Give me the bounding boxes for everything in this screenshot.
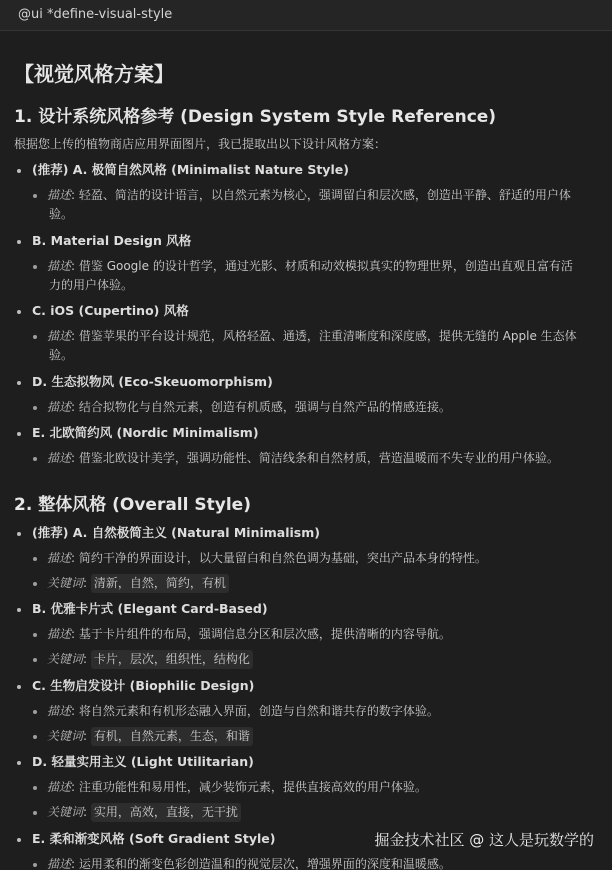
list-item bbox=[14, 160, 612, 224]
desc-label: 描述 bbox=[47, 627, 72, 641]
bullet-icon bbox=[17, 608, 21, 612]
desc-label: 描述 bbox=[47, 400, 72, 414]
desc-text: : 结合拟物化与自然元素，创造有机质感，强调与自然产品的情感连接。 bbox=[71, 400, 451, 414]
desc-label: 描述 bbox=[47, 780, 72, 794]
bullet-icon bbox=[33, 406, 37, 410]
list-item: (推荐) A. 自然极简主义 (Natural Minimalism) 描述: 简约干净的界面设计，以大量留白和自然色调为基础，突出产品本身的特性。 关键词: 清新，自然，简约，有机 bbox=[14, 523, 612, 593]
section1-intro: 根据您上传的植物商店应用界面图片，我已提取出以下设计风格方案： bbox=[14, 137, 387, 151]
keywords-label: 关键词 bbox=[47, 729, 84, 743]
desc-text: : 借鉴 Google 的设计哲学，通过光影、材质和动效模拟真实的物理世界，创造出直观且富有活 bbox=[71, 259, 573, 273]
keywords-label: 关键词 bbox=[47, 805, 84, 819]
bullet-icon bbox=[33, 786, 37, 790]
desc-label: 描述 bbox=[47, 188, 72, 202]
keywords-code: 清新，自然，简约，有机 bbox=[91, 574, 229, 593]
list-item: D. 轻量实用主义 (Light Utilitarian) 描述: 注重功能性和易用性，减少装饰元素，提供直接高效的用户体验。 关键词: 实用，高效，直接，无干扰 bbox=[14, 752, 612, 822]
command-text[interactable]: @ui *define-visual-style bbox=[18, 7, 173, 22]
list-item bbox=[14, 231, 612, 295]
desc-text: : 将自然元素和有机形态融入界面，创造与自然和谐共存的数字体验。 bbox=[71, 704, 439, 718]
item-title: D. 生态拟物风 (Eco-Skeuomorphism) bbox=[32, 374, 273, 389]
bullet-icon bbox=[33, 582, 37, 586]
bullet-icon bbox=[17, 532, 21, 536]
bullet-icon bbox=[33, 658, 37, 662]
desc-label: 描述 bbox=[47, 857, 72, 870]
keywords-code: 有机，自然元素，生态，和谐 bbox=[91, 727, 253, 746]
item-title: B. 优雅卡片式 (Elegant Card-Based) bbox=[32, 601, 268, 616]
item-title: C. iOS (Cupertino) 风格 bbox=[32, 303, 189, 318]
desc-text-wrap: 验。 bbox=[49, 207, 74, 221]
bullet-icon bbox=[17, 310, 21, 314]
desc-text: : 借鉴苹果的平台设计规范，风格轻盈、通透，注重清晰度和深度感，提供无缝的 Apple 生态体 bbox=[71, 329, 577, 343]
desc-label: 描述 bbox=[47, 259, 72, 273]
desc-label: 描述 bbox=[47, 451, 72, 465]
section2-heading: 2. 整体风格 (Overall Style) bbox=[14, 495, 251, 515]
desc-text: : 简约干净的界面设计，以大量留白和自然色调为基础，突出产品本身的特性。 bbox=[71, 551, 487, 565]
keywords-label: 关键词 bbox=[47, 652, 84, 666]
desc-text: : 基于卡片组件的布局，强调信息分区和层次感，提供清晰的内容导航。 bbox=[71, 627, 451, 641]
item-title: (推荐) A. 自然极简主义 (Natural Minimalism) bbox=[32, 525, 320, 540]
keywords-code: 实用，高效，直接，无干扰 bbox=[91, 803, 241, 822]
bullet-icon bbox=[33, 633, 37, 637]
section1-heading: 1. 设计系统风格参考 (Design System Style Reference) bbox=[14, 107, 497, 127]
bullet-icon bbox=[17, 838, 21, 842]
list-item: B. 优雅卡片式 (Elegant Card-Based) 描述: 基于卡片组件的布局，强调信息分区和层次感，提供清晰的内容导航。 关键词: 卡片，层次，组织性，结构化 bbox=[14, 599, 612, 669]
bullet-icon bbox=[17, 169, 21, 173]
desc-label: 描述 bbox=[47, 329, 72, 343]
bullet-icon bbox=[33, 557, 37, 561]
desc-label: 描述 bbox=[47, 704, 72, 718]
item-title: E. 柔和渐变风格 (Soft Gradient Style) bbox=[32, 831, 276, 846]
keywords-label: 关键词 bbox=[47, 576, 84, 590]
bullet-icon bbox=[33, 863, 37, 867]
bullet-icon bbox=[17, 432, 21, 436]
list-item bbox=[14, 301, 612, 365]
markdown-content bbox=[0, 30, 612, 870]
bullet-icon bbox=[33, 710, 37, 714]
item-title: (推荐) A. 极简自然风格 (Minimalist Nature Style) bbox=[32, 162, 349, 177]
bullet-icon bbox=[33, 194, 37, 198]
list-item: C. 生物启发设计 (Biophilic Design) 描述: 将自然元素和有机形态融入界面，创造与自然和谐共存的数字体验。 关键词: 有机，自然元素，生态，和谐 bbox=[14, 676, 612, 746]
desc-text-wrap: 力的用户体验。 bbox=[49, 278, 134, 292]
bullet-icon bbox=[17, 761, 21, 765]
item-title: B. Material Design 风格 bbox=[32, 233, 192, 248]
desc-text-wrap: 验。 bbox=[49, 348, 74, 362]
bullet-icon bbox=[33, 335, 37, 339]
item-title: E. 北欧简约风 (Nordic Minimalism) bbox=[32, 425, 259, 440]
bullet-icon bbox=[33, 735, 37, 739]
item-title: C. 生物启发设计 (Biophilic Design) bbox=[32, 678, 255, 693]
desc-text: : 轻盈、简洁的设计语言，以自然元素为核心，强调留白和层次感，创造出平静、舒适的用户体 bbox=[71, 188, 571, 202]
desc-text: : 运用柔和的渐变色彩创造温和的视觉层次，增强界面的深度和温暖感。 bbox=[71, 857, 451, 870]
list-item bbox=[14, 372, 612, 417]
bullet-icon bbox=[33, 265, 37, 269]
desc-text: : 借鉴北欧设计美学，强调功能性、简洁线条和自然材质，营造温暖而不失专业的用户体验。 bbox=[71, 451, 559, 465]
page-title: 【视觉风格方案】 bbox=[14, 62, 174, 86]
bullet-icon bbox=[17, 381, 21, 385]
desc-text: : 注重功能性和易用性，减少装饰元素，提供直接高效的用户体验。 bbox=[71, 780, 427, 794]
keywords-code: 卡片，层次，组织性，结构化 bbox=[91, 650, 253, 669]
command-bar[interactable] bbox=[0, 0, 612, 31]
watermark-text: 掘金技术社区 @ 这人是玩数学的 bbox=[374, 831, 594, 849]
bullet-icon bbox=[33, 811, 37, 815]
bullet-icon bbox=[33, 457, 37, 461]
bullet-icon bbox=[17, 685, 21, 689]
bullet-icon bbox=[17, 240, 21, 244]
desc-label: 描述 bbox=[47, 551, 72, 565]
item-title: D. 轻量实用主义 (Light Utilitarian) bbox=[32, 754, 254, 769]
list-item bbox=[14, 423, 612, 468]
